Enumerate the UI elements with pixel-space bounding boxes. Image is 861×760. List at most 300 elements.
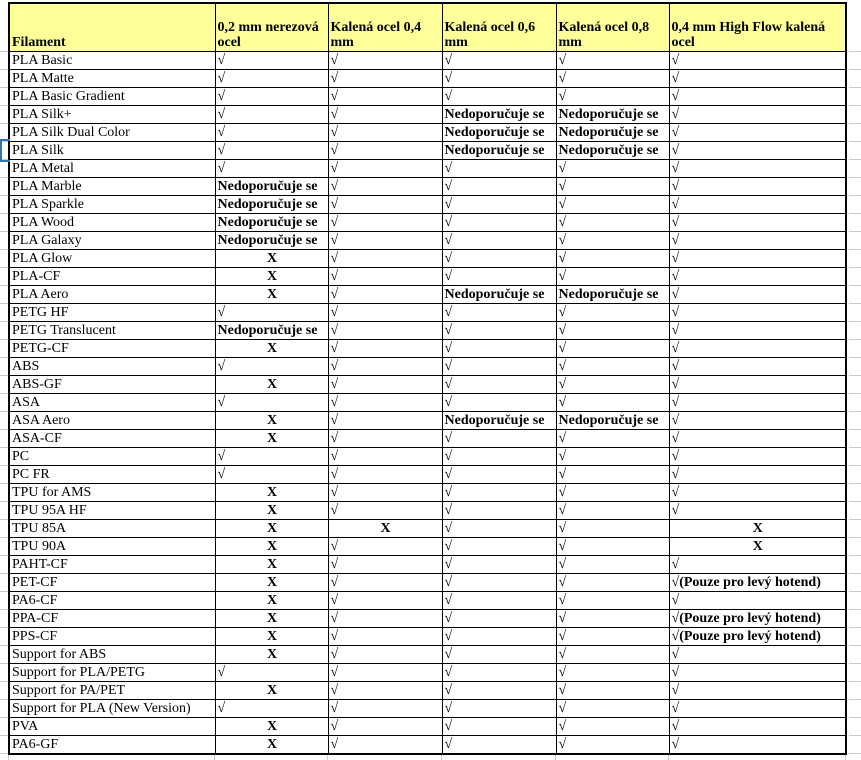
table-row (9, 286, 846, 304)
cell-filament-name[interactable]: ABS (9, 358, 215, 376)
table-row (9, 592, 846, 610)
cell-filament-name[interactable]: PPA-CF (9, 610, 215, 628)
cell-compatibility[interactable]: √ (215, 466, 328, 484)
cell-compatibility[interactable]: √ (328, 196, 442, 214)
cell-compatibility[interactable]: √ (215, 124, 328, 142)
gridline (849, 87, 861, 88)
cell-compatibility[interactable]: √ (556, 304, 669, 322)
cell-compatibility[interactable]: Nedoporučuje se (556, 106, 669, 124)
cell-compatibility[interactable]: X (215, 592, 328, 610)
cell-compatibility[interactable]: √ (669, 124, 846, 142)
cell-filament-name[interactable]: ASA Aero (9, 412, 215, 430)
cell-compatibility[interactable]: √ (442, 484, 556, 502)
gridline (0, 537, 8, 538)
cell-compatibility[interactable]: √ (556, 628, 669, 646)
cell-compatibility[interactable]: √ (669, 268, 846, 286)
cell-compatibility[interactable]: Nedoporučuje se (556, 412, 669, 430)
cell-compatibility[interactable]: √ (215, 664, 328, 682)
cell-compatibility[interactable]: X (215, 628, 328, 646)
cell-compatibility[interactable]: √ (556, 178, 669, 196)
cell-compatibility[interactable]: √ (669, 664, 846, 682)
gridline (849, 465, 861, 466)
gridline (849, 717, 861, 718)
cell-compatibility[interactable]: Nedoporučuje se (215, 214, 328, 232)
cell-compatibility[interactable]: √ (442, 592, 556, 610)
cell-compatibility[interactable]: X (215, 376, 328, 394)
cell-compatibility[interactable]: √ (328, 394, 442, 412)
cell-compatibility[interactable]: √ (669, 142, 846, 160)
column-header-kalena-08[interactable]: Kalená ocel 0,8 mm (556, 3, 669, 52)
gridline (849, 699, 861, 700)
cell-compatibility[interactable]: Nedoporučuje se (442, 286, 556, 304)
filament-compatibility-table (8, 2, 847, 755)
cell-compatibility[interactable]: Nedoporučuje se (442, 106, 556, 124)
cell-compatibility[interactable]: √ (556, 376, 669, 394)
table-row (9, 376, 846, 394)
cell-compatibility[interactable]: X (328, 520, 442, 538)
cell-compatibility[interactable]: √ (556, 448, 669, 466)
cell-compatibility[interactable]: √ (669, 286, 846, 304)
cell-compatibility[interactable]: √ (328, 664, 442, 682)
cell-compatibility[interactable]: √ (669, 718, 846, 736)
cell-compatibility[interactable]: √ (328, 340, 442, 358)
cell-compatibility[interactable]: X (215, 412, 328, 430)
cell-compatibility[interactable]: √ (442, 736, 556, 755)
cell-compatibility[interactable]: X (215, 736, 328, 755)
cell-compatibility[interactable]: Nedoporučuje se (556, 142, 669, 160)
cell-compatibility[interactable]: Nedoporučuje se (442, 124, 556, 142)
cell-compatibility[interactable]: X (215, 502, 328, 520)
cell-compatibility[interactable]: √ (669, 214, 846, 232)
cell-compatibility[interactable]: √ (442, 376, 556, 394)
cell-compatibility[interactable]: √ (442, 178, 556, 196)
cell-compatibility[interactable]: √ (442, 610, 556, 628)
cell-filament-name[interactable]: PLA Metal (9, 160, 215, 178)
cell-compatibility[interactable]: X (215, 250, 328, 268)
cell-filament-name[interactable]: Support for PA/PET (9, 682, 215, 700)
cell-compatibility[interactable]: √ (215, 304, 328, 322)
cell-compatibility[interactable]: √ (669, 52, 846, 70)
table-row (9, 88, 846, 106)
cell-filament-name[interactable]: Support for PLA/PETG (9, 664, 215, 682)
cell-filament-name[interactable]: PC (9, 448, 215, 466)
cell-compatibility[interactable]: √ (556, 592, 669, 610)
cell-compatibility[interactable]: √ (215, 160, 328, 178)
cell-filament-name[interactable]: PLA Silk (9, 142, 215, 160)
cell-filament-name[interactable]: ABS-GF (9, 376, 215, 394)
gridline (849, 249, 861, 250)
cell-compatibility[interactable]: √ (442, 574, 556, 592)
cell-compatibility[interactable]: Nedoporučuje se (556, 286, 669, 304)
cell-compatibility[interactable]: √ (442, 502, 556, 520)
cell-compatibility[interactable]: √ (328, 286, 442, 304)
cell-filament-name[interactable]: PLA Wood (9, 214, 215, 232)
cell-compatibility[interactable]: √ (215, 358, 328, 376)
cell-compatibility[interactable]: √ (556, 340, 669, 358)
cell-compatibility[interactable]: √ (669, 232, 846, 250)
cell-compatibility[interactable] (669, 610, 846, 628)
cell-compatibility[interactable]: Nedoporučuje se (556, 124, 669, 142)
cell-compatibility[interactable]: √ (328, 88, 442, 106)
gridline (0, 285, 8, 286)
cell-compatibility[interactable]: √ (328, 646, 442, 664)
cell-compatibility[interactable]: Nedoporučuje se (215, 196, 328, 214)
cell-compatibility[interactable]: √ (669, 592, 846, 610)
cell-compatibility[interactable]: √ (442, 322, 556, 340)
cell-compatibility[interactable]: √ (669, 466, 846, 484)
cell-compatibility[interactable]: √ (215, 70, 328, 88)
cell-compatibility[interactable]: √ (669, 340, 846, 358)
cell-compatibility[interactable]: X (215, 268, 328, 286)
cell-compatibility[interactable]: √ (669, 358, 846, 376)
cell-compatibility[interactable]: √ (328, 628, 442, 646)
cell-compatibility[interactable]: X (669, 538, 846, 556)
table-row (9, 412, 846, 430)
cell-compatibility[interactable]: √ (328, 52, 442, 70)
cell-compatibility[interactable]: √ (669, 700, 846, 718)
left-hotend-note: (Pouze pro levý hotend) (679, 611, 821, 626)
table-row (9, 214, 846, 232)
cell-compatibility[interactable]: √ (442, 718, 556, 736)
cell-filament-name[interactable]: PET-CF (9, 574, 215, 592)
cell-compatibility[interactable]: √ (328, 574, 442, 592)
cell-compatibility[interactable]: √ (669, 394, 846, 412)
cell-compatibility[interactable]: √ (669, 88, 846, 106)
column-header-kalena-06[interactable]: Kalená ocel 0,6 mm (442, 3, 556, 52)
cell-filament-name[interactable]: PLA Marble (9, 178, 215, 196)
gridline (0, 753, 8, 754)
gridline (0, 393, 8, 394)
cell-compatibility[interactable]: √ (669, 376, 846, 394)
gridline (0, 627, 8, 628)
cell-compatibility[interactable]: √ (669, 448, 846, 466)
cell-compatibility[interactable]: √ (556, 736, 669, 755)
cell-compatibility[interactable]: √ (556, 700, 669, 718)
cell-compatibility[interactable]: √ (215, 448, 328, 466)
cell-filament-name[interactable]: PLA Basic Gradient (9, 88, 215, 106)
cell-compatibility[interactable]: √ (215, 106, 328, 124)
gridline (849, 105, 861, 106)
cell-compatibility[interactable]: √ (442, 268, 556, 286)
cell-compatibility[interactable]: √ (556, 322, 669, 340)
cell-filament-name[interactable]: PLA-CF (9, 268, 215, 286)
cell-compatibility[interactable]: √ (328, 430, 442, 448)
cell-compatibility[interactable]: X (669, 520, 846, 538)
cell-compatibility[interactable] (669, 574, 846, 592)
table-row (9, 556, 846, 574)
cell-compatibility[interactable]: X (215, 340, 328, 358)
cell-compatibility[interactable]: √ (556, 646, 669, 664)
cell-filament-name[interactable]: Support for ABS (9, 646, 215, 664)
cell-compatibility[interactable]: X (215, 574, 328, 592)
gridline (849, 123, 861, 124)
gridline (0, 429, 8, 430)
gridline (0, 681, 8, 682)
cell-compatibility[interactable]: √ (556, 574, 669, 592)
cell-compatibility[interactable]: √ (669, 484, 846, 502)
cell-compatibility[interactable]: √ (669, 556, 846, 574)
cell-compatibility[interactable]: √ (556, 214, 669, 232)
cell-compatibility[interactable]: √ (215, 52, 328, 70)
cell-filament-name[interactable]: PLA Galaxy (9, 232, 215, 250)
cell-filament-name[interactable]: PLA Aero (9, 286, 215, 304)
cell-compatibility[interactable]: Nedoporučuje se (215, 232, 328, 250)
cell-filament-name[interactable]: PA6-CF (9, 592, 215, 610)
table-row (9, 196, 846, 214)
cell-compatibility[interactable]: √ (442, 52, 556, 70)
cell-compatibility[interactable]: √ (328, 304, 442, 322)
cell-compatibility[interactable]: √ (556, 466, 669, 484)
cell-compatibility[interactable]: √ (328, 376, 442, 394)
gridline (0, 51, 8, 52)
cell-filament-name[interactable]: ASA (9, 394, 215, 412)
cell-compatibility[interactable]: √ (669, 412, 846, 430)
gridline (849, 141, 861, 142)
cell-compatibility[interactable]: √ (442, 88, 556, 106)
gridline (0, 123, 8, 124)
cell-compatibility[interactable]: √ (556, 52, 669, 70)
cell-compatibility[interactable]: X (215, 610, 328, 628)
cell-compatibility[interactable]: √ (556, 610, 669, 628)
cell-filament-name[interactable]: PETG Translucent (9, 322, 215, 340)
table-row (9, 718, 846, 736)
cell-filament-name[interactable]: PLA Basic (9, 52, 215, 70)
cell-filament-name[interactable]: PLA Silk+ (9, 106, 215, 124)
cell-compatibility[interactable]: √ (328, 268, 442, 286)
gridline (849, 195, 861, 196)
cell-compatibility[interactable]: √ (556, 70, 669, 88)
table-row (9, 142, 846, 160)
cell-compatibility[interactable]: √ (556, 718, 669, 736)
cell-compatibility[interactable]: √ (328, 610, 442, 628)
cell-compatibility[interactable]: √ (442, 70, 556, 88)
cell-compatibility[interactable]: √ (442, 196, 556, 214)
cell-compatibility[interactable]: √ (556, 232, 669, 250)
cell-compatibility[interactable]: √ (215, 88, 328, 106)
cell-compatibility[interactable]: X (215, 286, 328, 304)
cell-compatibility[interactable]: X (215, 538, 328, 556)
cell-compatibility[interactable]: √ (328, 214, 442, 232)
cell-compatibility[interactable]: √ (328, 466, 442, 484)
cell-compatibility[interactable]: √ (442, 430, 556, 448)
table-row (9, 394, 846, 412)
cell-compatibility[interactable]: √ (328, 160, 442, 178)
cell-compatibility[interactable]: √ (669, 682, 846, 700)
cell-compatibility[interactable]: √ (328, 502, 442, 520)
gridline (849, 51, 861, 52)
cell-compatibility[interactable]: √ (669, 178, 846, 196)
gridline (0, 69, 8, 70)
cell-filament-name[interactable]: PLA Glow (9, 250, 215, 268)
cell-compatibility[interactable]: √ (556, 394, 669, 412)
gridline (849, 645, 861, 646)
gridline (0, 177, 8, 178)
cell-compatibility[interactable]: √ (556, 160, 669, 178)
gridline (849, 735, 861, 736)
cell-filament-name[interactable]: TPU 90A (9, 538, 215, 556)
cell-selection-indicator (0, 139, 10, 162)
cell-compatibility[interactable]: √ (669, 502, 846, 520)
gridline (0, 321, 8, 322)
cell-compatibility[interactable]: √ (669, 250, 846, 268)
cell-compatibility[interactable]: √ (328, 106, 442, 124)
cell-compatibility[interactable]: √ (328, 322, 442, 340)
gridline (849, 501, 861, 502)
cell-filament-name[interactable]: TPU 95A HF (9, 502, 215, 520)
cell-filament-name[interactable]: PLA Silk Dual Color (9, 124, 215, 142)
cell-compatibility[interactable]: √ (328, 484, 442, 502)
cell-compatibility[interactable]: √ (442, 646, 556, 664)
cell-compatibility[interactable]: √ (328, 700, 442, 718)
cell-compatibility[interactable]: X (215, 484, 328, 502)
cell-compatibility[interactable]: X (215, 556, 328, 574)
cell-filament-name[interactable]: PAHT-CF (9, 556, 215, 574)
cell-compatibility[interactable]: √ (442, 394, 556, 412)
cell-compatibility[interactable]: √ (556, 556, 669, 574)
gridline (0, 735, 8, 736)
cell-compatibility[interactable]: √ (669, 304, 846, 322)
cell-compatibility[interactable]: √ (328, 556, 442, 574)
cell-compatibility[interactable]: √ (215, 394, 328, 412)
cell-compatibility[interactable]: √ (669, 160, 846, 178)
gridline (849, 339, 861, 340)
cell-filament-name[interactable]: PA6-GF (9, 736, 215, 755)
column-header-02-nerezova[interactable]: 0,2 mm nerezová ocel (215, 3, 328, 52)
gridline (0, 195, 8, 196)
cell-compatibility[interactable]: √ (442, 538, 556, 556)
cell-compatibility[interactable]: Nedoporučuje se (215, 178, 328, 196)
cell-compatibility[interactable]: √ (442, 340, 556, 358)
gridline (0, 357, 8, 358)
cell-compatibility[interactable]: √ (556, 88, 669, 106)
cell-compatibility[interactable]: √ (442, 214, 556, 232)
cell-compatibility[interactable]: X (215, 682, 328, 700)
cell-compatibility[interactable]: X (215, 718, 328, 736)
table-row (9, 52, 846, 70)
column-header-filament[interactable]: Filament (9, 3, 215, 52)
cell-compatibility[interactable]: √ (556, 268, 669, 286)
cell-compatibility[interactable]: √ (442, 232, 556, 250)
cell-compatibility[interactable]: √ (556, 520, 669, 538)
cell-compatibility[interactable]: √ (215, 142, 328, 160)
cell-compatibility[interactable]: √ (669, 736, 846, 755)
cell-compatibility[interactable]: √ (328, 358, 442, 376)
cell-compatibility[interactable]: √ (328, 412, 442, 430)
cell-compatibility[interactable]: √ (442, 466, 556, 484)
gridline (0, 447, 8, 448)
column-header-kalena-04[interactable]: Kalená ocel 0,4 mm (328, 3, 442, 52)
cell-compatibility[interactable]: √ (556, 430, 669, 448)
cell-compatibility[interactable]: √ (442, 160, 556, 178)
cell-compatibility[interactable]: √ (669, 106, 846, 124)
cell-compatibility[interactable]: √ (556, 196, 669, 214)
cell-compatibility[interactable]: X (215, 520, 328, 538)
cell-compatibility[interactable]: √ (442, 250, 556, 268)
cell-compatibility[interactable]: √ (442, 304, 556, 322)
gridline (849, 483, 861, 484)
cell-compatibility[interactable]: X (215, 646, 328, 664)
cell-filament-name[interactable]: TPU 85A (9, 520, 215, 538)
gridline (849, 753, 861, 754)
cell-compatibility[interactable]: √ (556, 484, 669, 502)
cell-compatibility[interactable]: √ (442, 664, 556, 682)
cell-compatibility[interactable]: √ (556, 502, 669, 520)
table-row (9, 484, 846, 502)
cell-compatibility[interactable]: √ (669, 322, 846, 340)
cell-compatibility[interactable]: √ (669, 196, 846, 214)
gridline (0, 213, 8, 214)
cell-compatibility[interactable]: X (215, 430, 328, 448)
cell-compatibility[interactable]: √ (556, 682, 669, 700)
gridline (0, 573, 8, 574)
cell-compatibility[interactable]: √ (442, 556, 556, 574)
cell-filament-name[interactable]: PLA Matte (9, 70, 215, 88)
cell-compatibility[interactable]: √ (328, 718, 442, 736)
cell-compatibility[interactable]: √ (442, 448, 556, 466)
cell-compatibility[interactable]: √ (328, 124, 442, 142)
cell-compatibility[interactable]: √ (328, 178, 442, 196)
table-row (9, 430, 846, 448)
cell-compatibility[interactable]: √ (442, 358, 556, 376)
cell-filament-name[interactable]: PLA Sparkle (9, 196, 215, 214)
cell-compatibility[interactable]: √ (556, 664, 669, 682)
header-row (9, 3, 846, 52)
cell-compatibility[interactable]: Nedoporučuje se (442, 412, 556, 430)
cell-compatibility[interactable]: √ (328, 232, 442, 250)
cell-compatibility[interactable]: √ (328, 736, 442, 755)
cell-compatibility[interactable]: √ (669, 646, 846, 664)
gridline (0, 87, 8, 88)
cell-filament-name[interactable]: PETG-CF (9, 340, 215, 358)
cell-compatibility[interactable]: √ (669, 70, 846, 88)
column-header-highflow-04[interactable]: 0,4 mm High Flow kalená ocel (669, 3, 846, 52)
cell-compatibility[interactable]: √ (669, 430, 846, 448)
cell-compatibility[interactable]: √ (328, 448, 442, 466)
cell-compatibility[interactable]: √ (556, 538, 669, 556)
cell-compatibility[interactable]: √ (442, 682, 556, 700)
table-row (9, 664, 846, 682)
cell-compatibility[interactable]: √ (328, 250, 442, 268)
cell-filament-name[interactable]: PETG HF (9, 304, 215, 322)
cell-compatibility[interactable]: √ (328, 70, 442, 88)
gridline (849, 321, 861, 322)
table-row (9, 538, 846, 556)
table-row (9, 574, 846, 592)
cell-compatibility[interactable]: √ (328, 682, 442, 700)
cell-compatibility[interactable]: Nedoporučuje se (442, 142, 556, 160)
cell-compatibility[interactable]: √ (442, 520, 556, 538)
cell-compatibility[interactable]: √ (328, 142, 442, 160)
cell-compatibility[interactable] (669, 628, 846, 646)
cell-compatibility[interactable]: √ (556, 250, 669, 268)
cell-filament-name[interactable]: PC FR (9, 466, 215, 484)
cell-filament-name[interactable]: PVA (9, 718, 215, 736)
cell-compatibility[interactable]: √ (328, 592, 442, 610)
cell-compatibility[interactable]: √ (215, 700, 328, 718)
cell-filament-name[interactable]: ASA-CF (9, 430, 215, 448)
table-row (9, 736, 846, 755)
cell-filament-name[interactable]: PPS-CF (9, 628, 215, 646)
gridline (0, 267, 8, 268)
cell-compatibility[interactable]: √ (556, 358, 669, 376)
cell-compatibility[interactable]: √ (442, 700, 556, 718)
left-hotend-note: (Pouze pro levý hotend) (679, 575, 821, 590)
cell-compatibility[interactable]: Nedoporučuje se (215, 322, 328, 340)
cell-filament-name[interactable]: Support for PLA (New Version) (9, 700, 215, 718)
cell-compatibility[interactable]: √ (328, 538, 442, 556)
cell-compatibility[interactable]: √ (442, 628, 556, 646)
cell-filament-name[interactable]: TPU for AMS (9, 484, 215, 502)
